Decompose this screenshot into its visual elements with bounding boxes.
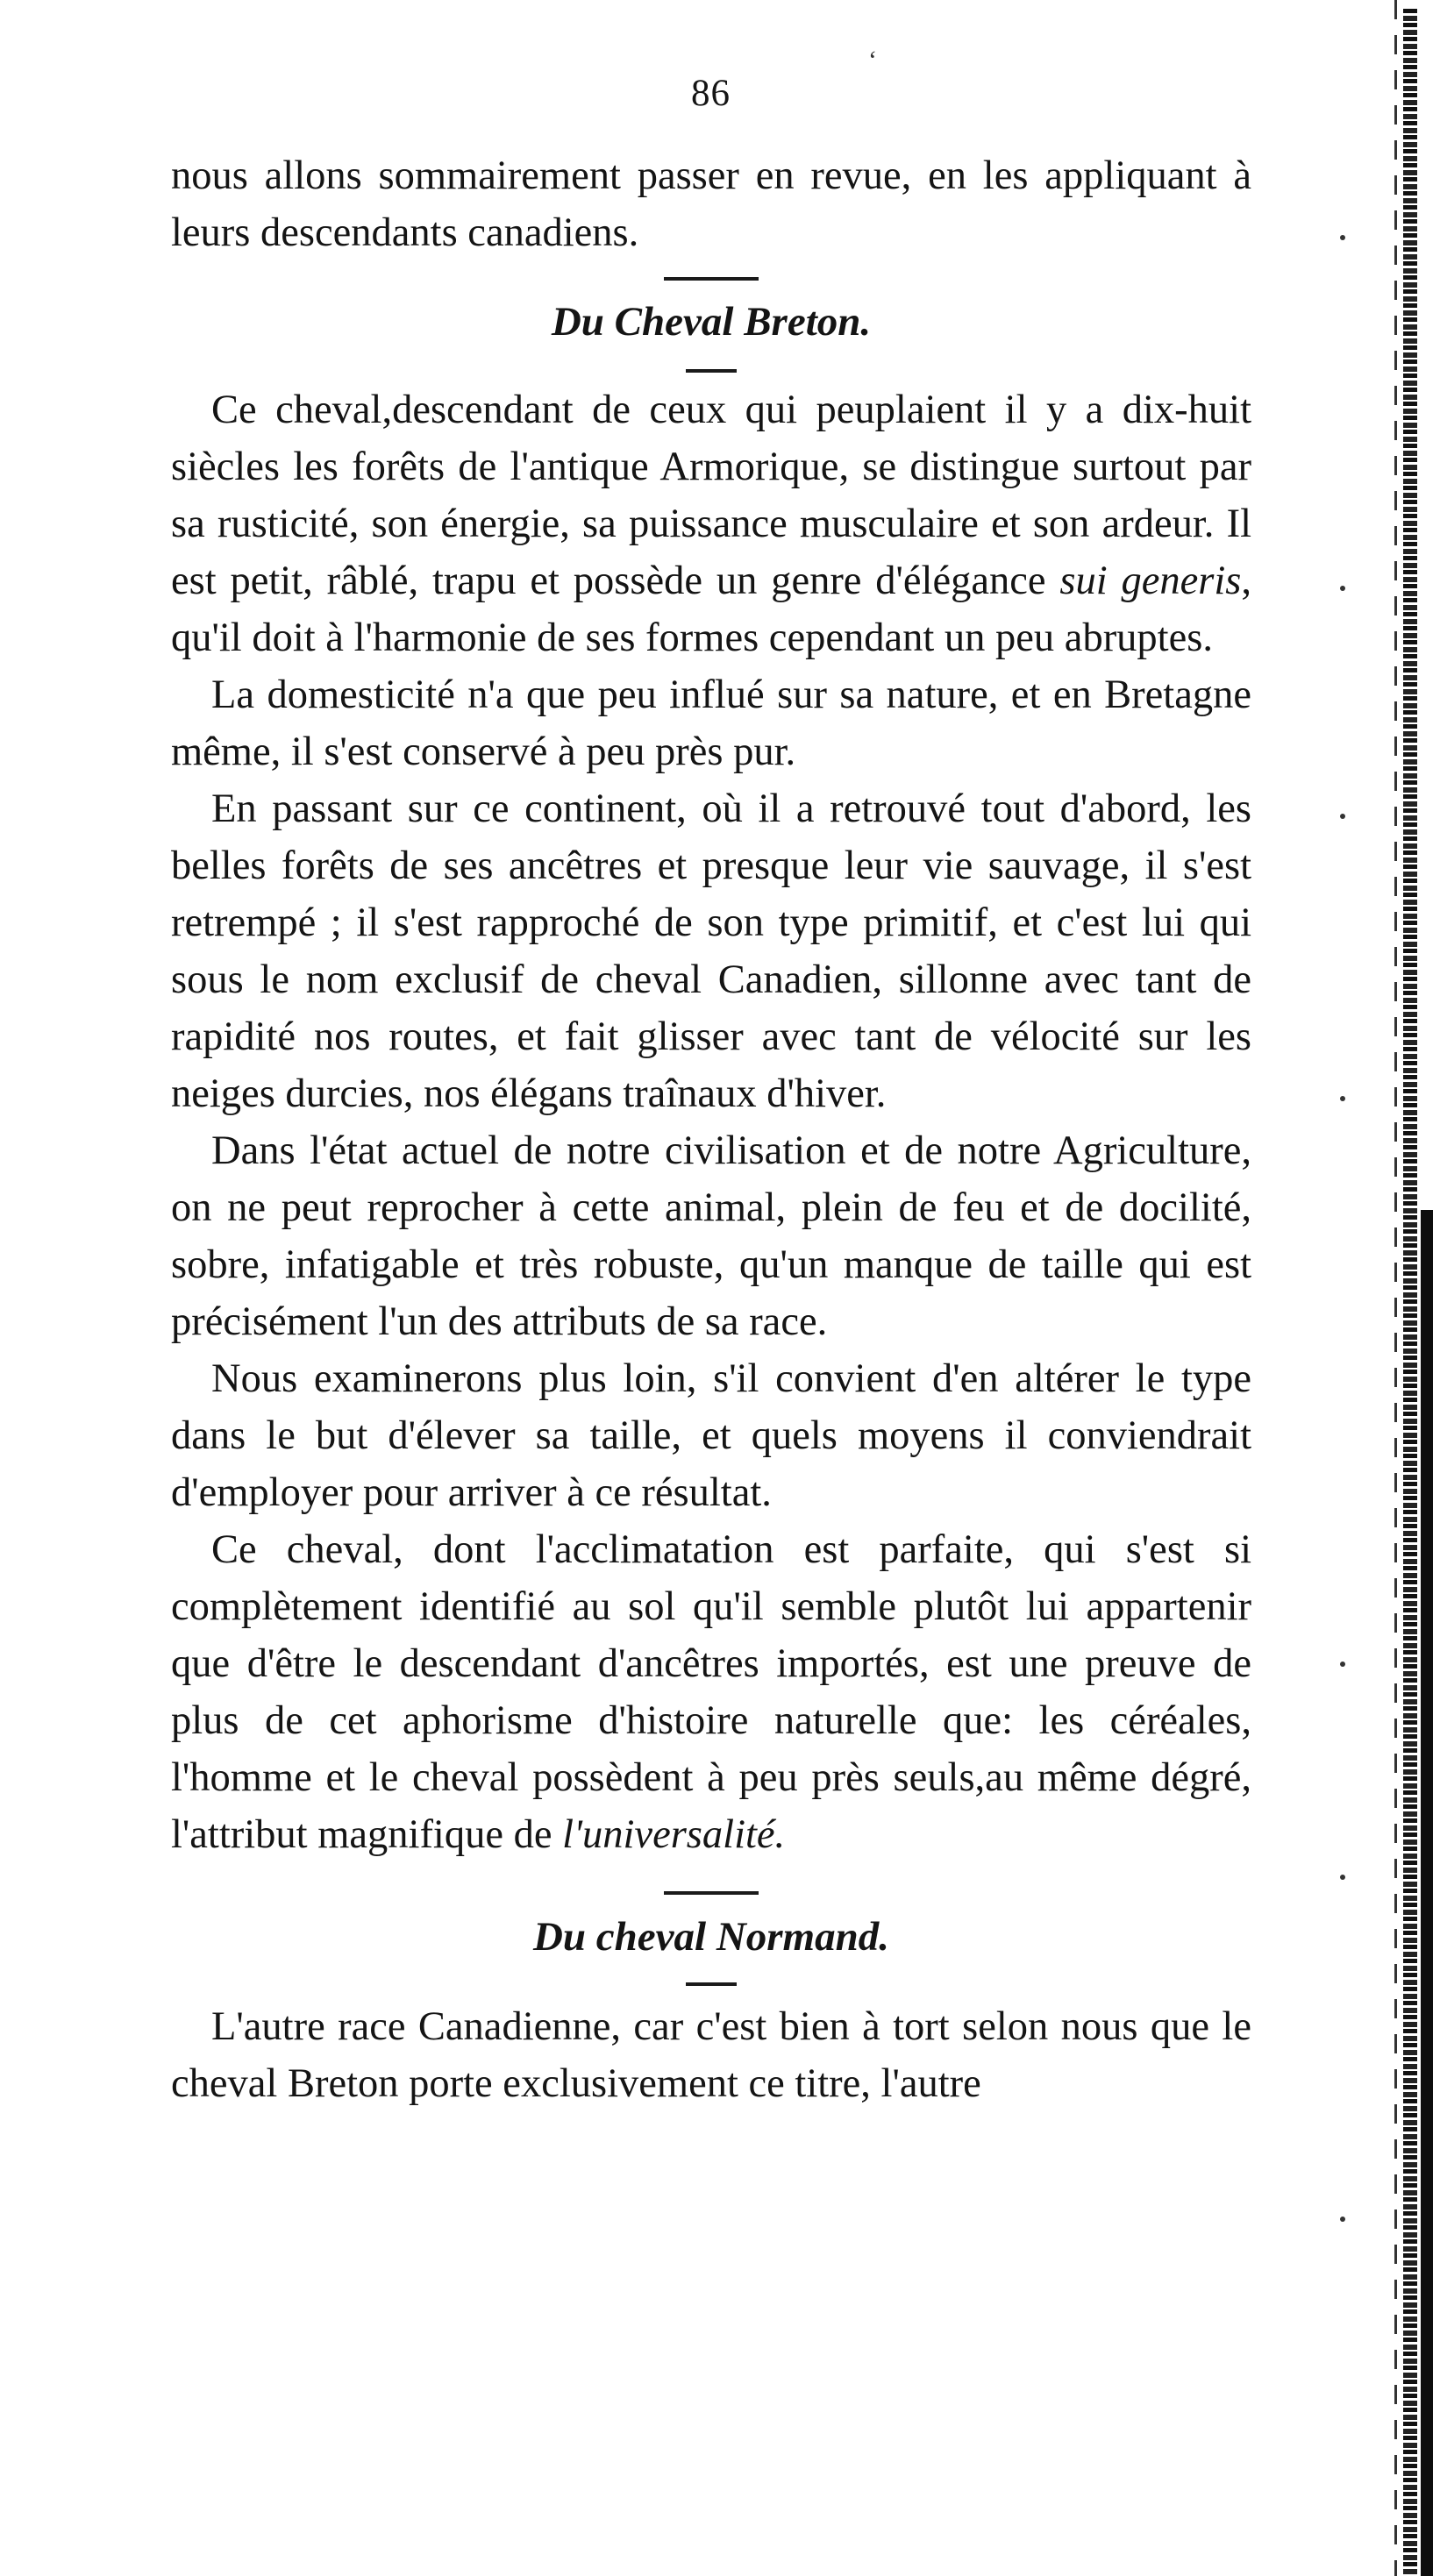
section-rule-bottom [686, 1982, 737, 1986]
paragraph: La domesticité n'a que peu influé sur sa nature, et en Bretagne même, il s'est conservé à peu près pur. [171, 672, 1251, 774]
page-edge-binding [1380, 0, 1440, 2576]
section-heading-breton: Du Cheval Breton. [551, 299, 872, 345]
page-number: 86 [691, 73, 731, 114]
paragraph: Dans l'état actuel de notre civilisation et de notre Agriculture, on ne peut reprocher à cette animal, plein de feu et de docilité, sobre, infatigable et très robuste, qu'un manque de taille qui est précisément l'un des attributs de sa race. [171, 1128, 1251, 1344]
paragraph: L'autre race Canadienne, car c'est bien à tort selon nous que le cheval Breton porte exclusivement ce titre, l'autre [171, 2004, 1251, 2106]
opening-paragraph: nous allons sommairement passer en revue, en les appliquant à leurs descendants canadiens. [171, 153, 1251, 255]
section-normand [171, 1891, 1251, 2112]
section-rule-top [664, 277, 759, 281]
paragraph [171, 1521, 1251, 1863]
paragraph: Nous examinerons plus loin, s'il convient d'en altérer le type dans le but d'élever sa taille, et quels moyens il conviendrait d'employer pour arriver à ce résultat. [171, 1356, 1251, 1515]
paragraph-text: , qu'il doit à l'harmonie de ses formes cependant un peu abruptes. [171, 559, 1251, 660]
section-breton [171, 277, 1251, 1863]
paragraph-text: Ce cheval,descendant de ceux qui peuplaient il y a dix-huit siècles les forêts de l'antique Armorique, se distingue surtout par sa rusticité, son énergie, sa puissance musculaire et son ardeur. Il est petit, râblé, trapu et possède un genre d'élégance [171, 388, 1251, 603]
paragraph [171, 381, 1251, 666]
section-heading-normand: Du cheval Normand. [532, 1914, 890, 1960]
section-rule-bottom [686, 369, 737, 373]
stray-mark: ‘ [868, 46, 877, 75]
italic-phrase: sui generis [1059, 559, 1242, 603]
text-column [171, 147, 1251, 2112]
paragraph-text: Ce cheval, dont l'acclimatation est parfaite, qui s'est si complètement identifié au sol qu'il semble plutôt lui appartenir que d'être le descendant d'ancêtres importés, est une preuve de plus de cet aphorisme d'histoire naturelle que: les céréales, l'homme et le cheval possèdent à peu près seuls,au même dégré, l'attribut magnifique de [171, 1527, 1251, 1857]
italic-phrase: l'universalité. [562, 1812, 786, 1857]
margin-specks [1340, 0, 1358, 2576]
paragraph: En passant sur ce continent, où il a retrouvé tout d'abord, les belles forêts de ses ancêtres et presque leur vie sauvage, il s'est retrempé ; il s'est rapproché de son type primitif, et c'est lui qui sous le nom exclusif de cheval Canadien, sillonne avec tant de rapidité nos routes, et fait glisser avec tant de vélocité sur les neiges durcies, nos élégans traînaux d'hiver. [171, 786, 1251, 1116]
section-rule-top [664, 1891, 759, 1895]
